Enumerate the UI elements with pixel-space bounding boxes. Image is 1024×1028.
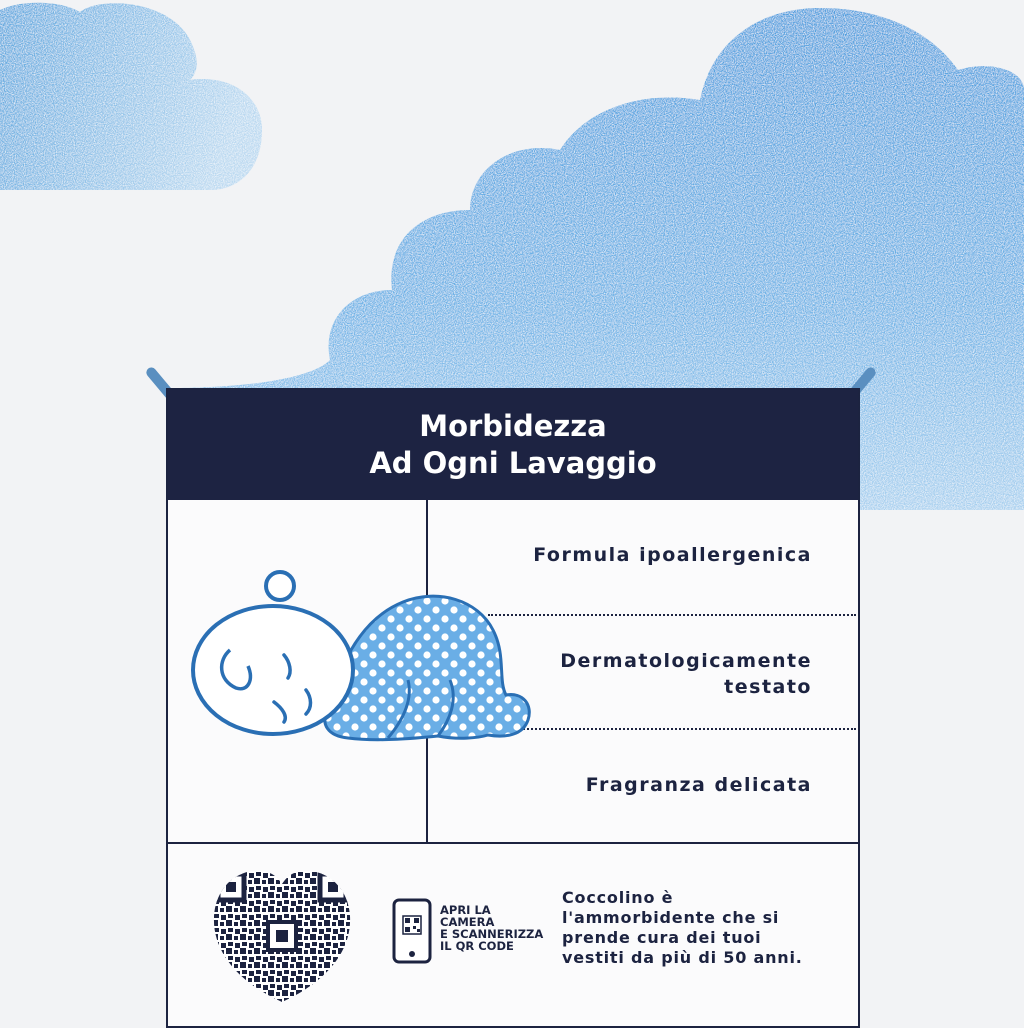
phone-scan-icon — [392, 898, 432, 964]
qr-code-icon[interactable] — [212, 864, 352, 1004]
header-line-2: Ad Ogni Lavaggio — [369, 446, 657, 480]
brand-description: Coccolino è l'ammorbidente che si prende cura dei tuoi vestiti da più di 50 anni. — [562, 888, 803, 967]
dotted-divider-2 — [488, 728, 856, 730]
header-line-1: Morbidezza — [419, 409, 607, 443]
row-divider — [168, 842, 858, 844]
feature-delicate-fragrance: Fragranza delicata — [585, 774, 812, 796]
feature-hypoallergenic: Formula ipoallergenica — [533, 544, 812, 566]
panel-header — [168, 390, 858, 500]
small-cloud — [0, 3, 262, 190]
dotted-divider-1 — [488, 614, 856, 616]
sleeping-baby-icon — [188, 560, 538, 750]
feature-dermatologically-tested: Dermatologicamente testato — [560, 650, 812, 698]
info-panel — [166, 388, 860, 1028]
scan-instruction: APRI LA CAMERA E SCANNERIZZA IL QR CODE — [440, 903, 544, 953]
